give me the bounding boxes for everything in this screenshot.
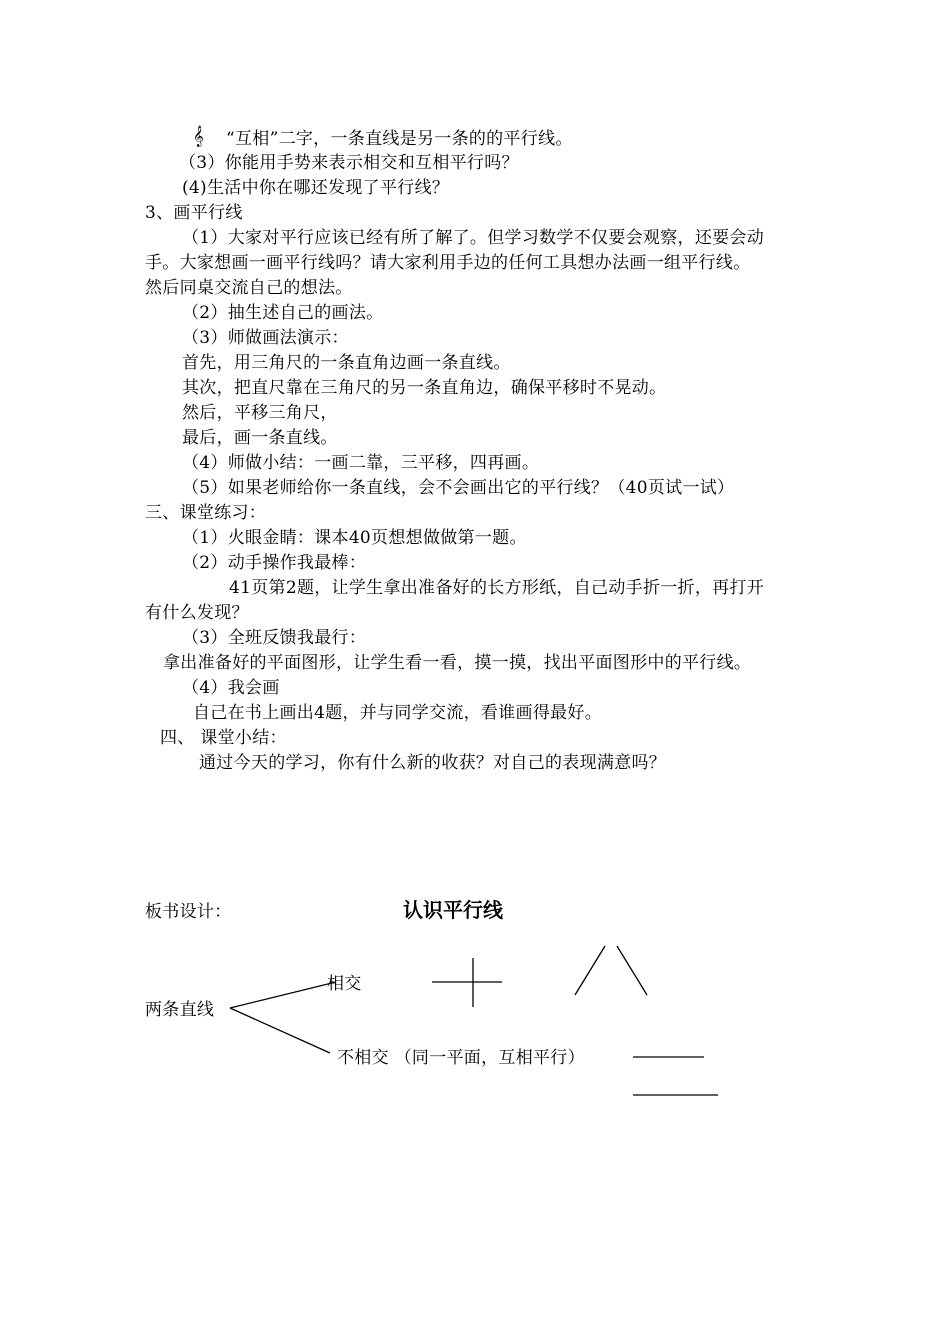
- text-line: （3）师做画法演示：: [182, 328, 349, 348]
- bullet-icon: 𝄞: [193, 126, 204, 147]
- text-line: 然后，平移三角尺，: [182, 403, 338, 423]
- board-label: 板书设计：: [145, 902, 232, 922]
- text-line: 41页第2题，让学生拿出准备好的长方形纸，自己动手折一折，再打开: [229, 578, 765, 598]
- text-line: （5）如果老师给你一条直线，会不会画出它的平行线？（40页试一试）: [182, 478, 735, 498]
- text-line: 其次，把直尺靠在三角尺的另一条直角边，确保平移时不晃动。: [182, 378, 667, 398]
- text-line: 最后，画一条直线。: [182, 428, 338, 448]
- branch-line-lower: [230, 1008, 330, 1053]
- text-line: （3）你能用手势来表示相交和互相平行吗？: [179, 153, 519, 173]
- text-line: 手。大家想画一画平行线吗？请大家利用手边的任何工具想办法画一组平行线。: [145, 253, 751, 273]
- section-heading: 三、课堂练习：: [145, 503, 267, 523]
- branch-line-upper: [230, 982, 336, 1008]
- section-heading: 四、 课堂小结：: [160, 728, 287, 748]
- text-line: （2）抽生述自己的画法。: [182, 303, 384, 323]
- text-line: （2）动手操作我最棒：: [182, 553, 367, 573]
- text-line: 然后同桌交流自己的想法。: [145, 278, 353, 298]
- text-line: 自己在书上画出4题，并与同学交流，看谁画得最好。: [193, 703, 603, 723]
- text-line: （3）全班反馈我最行：: [182, 628, 367, 648]
- branch-intersect-label: 相交: [327, 974, 362, 994]
- text-line: （4）我会画: [182, 678, 280, 698]
- text-line: （1）火眼金睛：课本40页想想做做第一题。: [182, 528, 527, 548]
- text-line: 通过今天的学习，你有什么新的收获？对自己的表现满意吗？: [199, 753, 667, 773]
- text-line: (4)生活中你在哪还发现了平行线？: [182, 178, 450, 198]
- diagram-root-label: 两条直线: [145, 1000, 215, 1020]
- section-heading: 3、画平行线: [145, 203, 243, 223]
- text-line: （4）师做小结：一画二靠，三平移，四再画。: [182, 453, 540, 473]
- board-title: 认识平行线: [403, 898, 503, 922]
- text-line: 首先，用三角尺的一条直角边画一条直线。: [182, 353, 511, 373]
- branch-parallel-label: 不相交 （同一平面，互相平行）: [337, 1048, 585, 1068]
- text-line: 有什么发现？: [145, 603, 249, 623]
- text-line: （1）大家对平行应该已经有所了解了。但学习数学不仅要会观察，还要会动: [182, 228, 765, 248]
- angle-right-line: [617, 946, 647, 995]
- text-line: 拿出准备好的平面图形，让学生看一看，摸一摸，找出平面图形中的平行线。: [163, 653, 752, 673]
- text-line: “互相”二字，一条直线是另一条的的平行线。: [226, 129, 573, 149]
- angle-left-line: [575, 946, 605, 995]
